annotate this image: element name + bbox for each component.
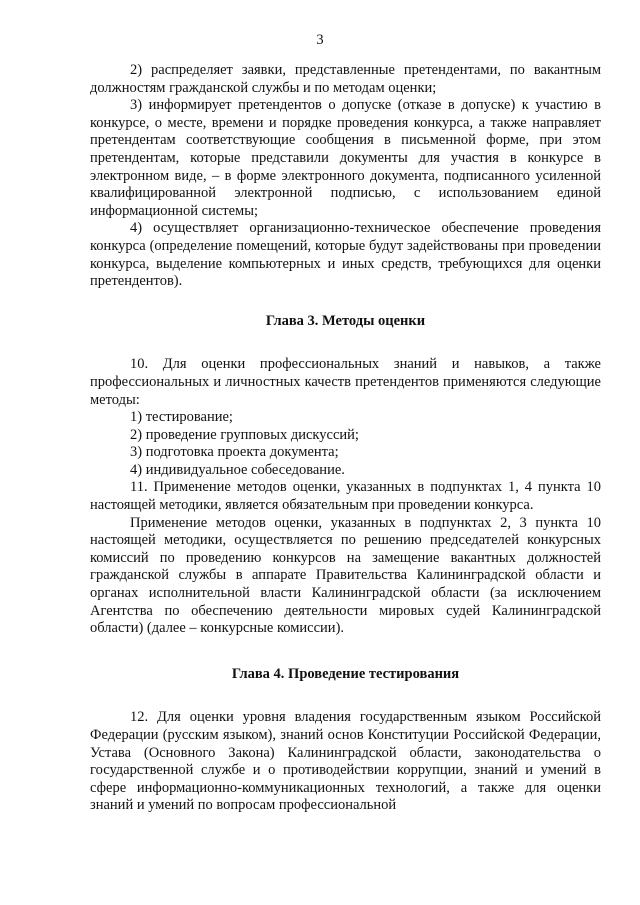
- paragraph-10: 10. Для оценки профессиональных знаний и навыков, а также профессиональных и личностных качеств претендентов применяются следующие методы:: [90, 356, 601, 408]
- method-item-1: 1) тестирование;: [130, 409, 233, 426]
- paragraph-item-2: 2) распределяет заявки, представленные претендентами, по вакантным должностям гражданской службы и по методам оценки;: [90, 62, 601, 96]
- paragraph-11: 11. Применение методов оценки, указанных в подпунктах 1, 4 пункта 10 настоящей методики, является обязательным при проведении конкурса.: [90, 479, 601, 514]
- page-number: 3: [316, 32, 324, 48]
- method-item-4: 4) индивидуальное собеседование.: [130, 461, 345, 478]
- paragraph-item-3: 3) информирует претендентов о допуске (отказе в допуске) к участию в конкурсе, о месте, времени и порядке проведения конкурса, а также направляет претендентам соответствующие сообщения в письменной форме, при этом претендентам, которые представили документы для участия в конкурсе в электронном виде, – в форме электронного документа, подписанного усиленной квалифицированной электронной подписью, с использованием единой информационной системы;: [90, 97, 601, 219]
- document-body: [90, 62, 601, 815]
- paragraph-11-continued: Применение методов оценки, указанных в подпунктах 2, 3 пункта 10 настоящей методики, осуществляется по решению председателей конкурсных комиссий по проведению конкурсов на замещение вакантных должностей гражданской службы в аппарате Правительства Калининградской области и органах исполнительной власти Калининградской области (за исключением Агентства по обеспечению деятельности мировых судей Калининградской области) (далее – конкурсные комиссии).: [90, 514, 601, 637]
- chapter-4-heading: Глава 4. Проведение тестирования: [231, 665, 460, 682]
- method-item-2: 2) проведение групповых дискуссий;: [130, 426, 359, 443]
- paragraph-item-4: 4) осуществляет организационно-техническое обеспечение проведения конкурса (определение помещений, которые будут задействованы при проведении конкурса, выделение компьютерных и иных средств, требующихся для оценки претендентов).: [90, 220, 601, 290]
- paragraph-12: 12. Для оценки уровня владения государственным языком Российской Федерации (русским языком), знаний основ Конституции Российской Федерации, Устава (Основного Закона) Калининградской области, законодательства о государственной службе и о противодействии коррупции, знаний и умений в сфере информационно-коммуникационных технологий, а также для оценки знаний и умений по вопросам профессиональной: [90, 709, 601, 814]
- chapter-3-heading: Глава 3. Методы оценки: [265, 312, 426, 329]
- method-item-3: 3) подготовка проекта документа;: [130, 444, 339, 461]
